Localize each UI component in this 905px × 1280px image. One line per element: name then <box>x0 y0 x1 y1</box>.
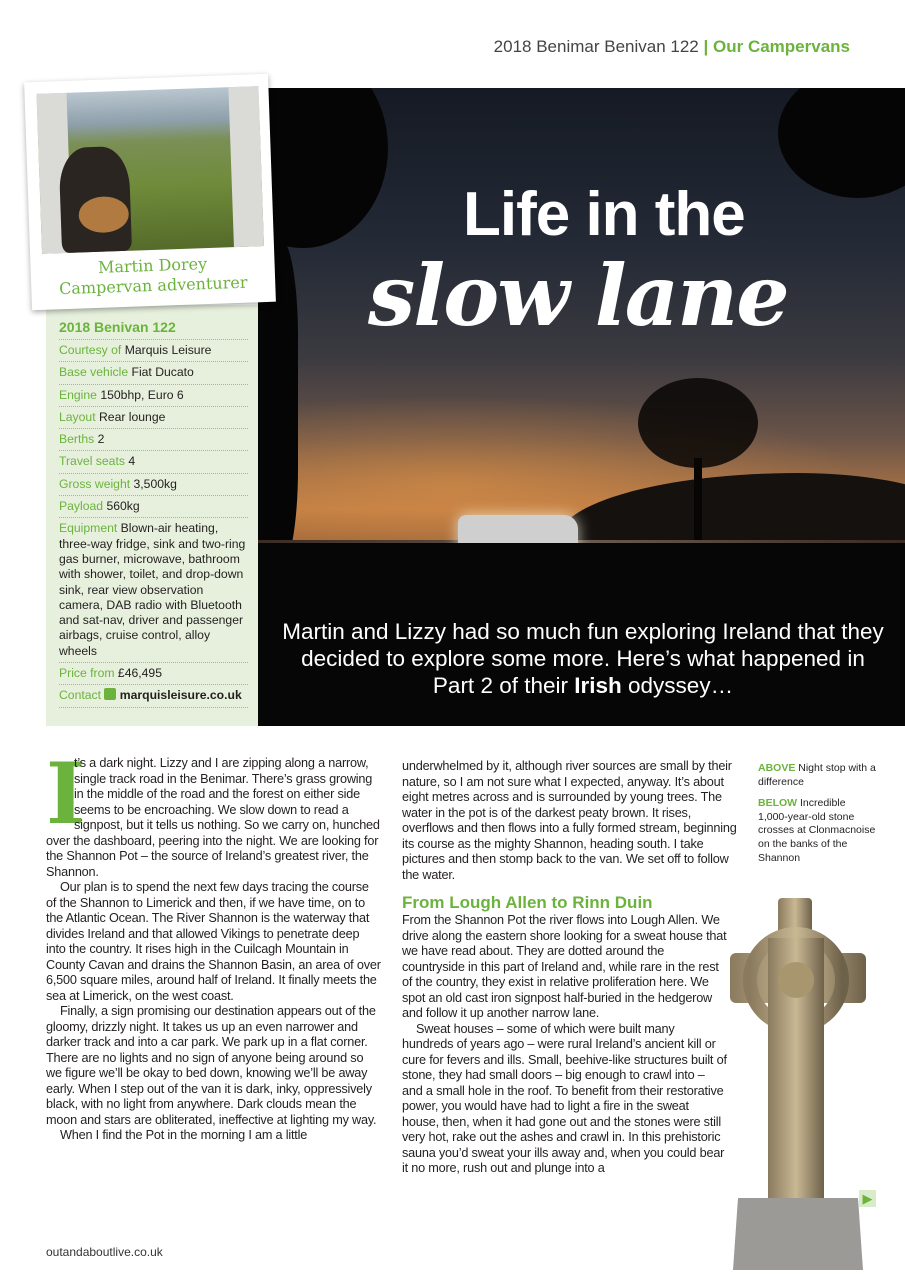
article-column-2 <box>402 759 738 1177</box>
photo-captions <box>758 762 878 873</box>
spec-value: £46,495 <box>117 666 162 681</box>
title-line-2: slow lane <box>368 246 788 345</box>
caption-label: ABOVE <box>758 762 796 774</box>
spec-value: 560kg <box>106 499 140 514</box>
header-title: 2018 Benimar Benivan 122 <box>493 37 699 56</box>
spec-row <box>59 496 248 518</box>
standfirst <box>278 618 888 699</box>
caption-text: Incredible 1,000-year-old stone crosses at Clonmacnoise on the banks of the Shannon <box>758 797 876 864</box>
spec-row <box>59 518 248 663</box>
spec-label: Payload <box>59 499 104 514</box>
drop-cap: I <box>46 744 86 843</box>
running-header <box>494 37 850 57</box>
spec-value: 3,500kg <box>133 476 177 491</box>
paragraph: When I find the Pot in the morning I am a little <box>60 1128 308 1142</box>
spec-row <box>59 429 248 451</box>
continue-arrow-icon: ▶ <box>859 1190 876 1207</box>
lone-tree-icon <box>638 378 758 468</box>
spec-label: Equipment <box>59 521 118 536</box>
spec-row <box>59 340 248 362</box>
spec-label: Layout <box>59 409 96 424</box>
paragraph: t’s a dark night. Lizzy and I are zipping along a narrow, single track road in the Benimar. There’s grass growing in the middle of the road and the forest on either side seems to be encroaching. We slow down to read a signpost, but it tells us nothing. So we carry on, hunched over the dashboard, peering into the night. We are looking for the Shannon Pot – the source of Ireland’s greatest river, the Shannon. <box>46 756 380 879</box>
paragraph: From the Shannon Pot the river flows into Lough Allen. We drive along the eastern shore looking for a sweat house that we have read about. They are dotted around the countryside in this part of Ireland and, while rare in the rest of the country, they exist in relative proliferation here. We spot an old cast iron signpost half-buried in the hedgerow and follow it up another narrow lane. <box>402 913 727 1020</box>
article-column-1 <box>46 744 382 1144</box>
spec-value: Blown-air heating, three-way fridge, sink and two-ring gas burner, microwave, bathroom with shower, toilet, and drop-down sink, rear view observation camera, DAB radio with Bluetooth and sat-nav, driver and passenger airbags, cruise control, alloy wheels <box>59 521 246 658</box>
spec-label: Base vehicle <box>59 365 129 380</box>
author-polaroid <box>24 74 276 310</box>
spec-label: Courtesy of <box>59 343 122 357</box>
spec-row <box>59 474 248 496</box>
web-icon <box>104 688 116 700</box>
header-section: Our Campervans <box>713 37 850 56</box>
specs-title: 2018 Benivan 122 <box>59 319 248 340</box>
footer-url: outandaboutlive.co.uk <box>46 1245 163 1259</box>
author-name: Martin Dorey <box>97 254 208 277</box>
tree-silhouette <box>258 88 388 248</box>
subheading: From Lough Allen to Rinn Duin <box>402 893 653 912</box>
tree-silhouette <box>778 88 905 198</box>
spec-value: Rear lounge <box>98 409 166 424</box>
caption-label: BELOW <box>758 797 798 810</box>
spec-label: Contact <box>59 688 102 703</box>
standfirst-bold: Irish <box>574 673 622 698</box>
standfirst-end: odyssey… <box>621 673 734 698</box>
header-divider: | <box>703 37 709 56</box>
author-photo <box>37 86 264 254</box>
spec-row <box>59 385 248 407</box>
spec-label: Travel seats <box>59 454 125 469</box>
paragraph: Finally, a sign promising our destination appears out of the gloomy, drizzly night. It takes us up an even narrower and darker track and into a car park. We park up in a flat corner. There are no lights and no sign of anyone being around so we figure we’ll be okay to bed down, knowing we’ll be away early. When I step out of the van it is dark, inky, oppressively black, with no light from anywhere. Dark clouds mean the moon and stars are obliterated, ineffective at lighting my way. <box>46 1004 377 1127</box>
spec-label: Berths <box>59 432 95 447</box>
caption-text: Night stop with a difference <box>758 762 876 788</box>
spec-row <box>59 362 248 384</box>
spec-value: Marquis Leisure <box>124 343 212 357</box>
spec-value: 150bhp, Euro 6 <box>100 387 184 402</box>
paragraph: underwhelmed by it, although river sources are small by their nature, so I am not sure what I expected, anyway. It’s about eight metres across and is surrounded by young trees. The water in the pot is of the darkest peaty brown. It rises, overflows and then flows into a fully formed stream, beginning its course as the mighty Shannon, heading south. I take pictures and then stomp back to the van. We set off to follow the water. <box>402 759 737 882</box>
spec-label: Engine <box>59 387 97 402</box>
paragraph: Our plan is to spend the next few days tracing the course of the Shannon to Limerick and then, if we have time, on to the Atlantic Ocean. The River Shannon is the waterway that divides Ireland and that allowed Vikings to penetrate deep into the country. It rises high in the Cuilcagh Mountain in County Cavan and drains the Shannon Basin, an area of over 6,500 square miles, around half of Ireland. It finally meets the sea at Limerick, on the west coast. <box>46 880 381 1003</box>
spec-row <box>59 451 248 473</box>
spec-label: Price from <box>59 666 115 681</box>
spec-value[interactable]: marquisleisure.co.uk <box>119 688 242 703</box>
spec-label: Gross weight <box>59 476 131 491</box>
specs-box <box>46 305 258 726</box>
spec-value: Fiat Ducato <box>131 365 194 380</box>
spec-row <box>59 407 248 429</box>
spec-row <box>59 685 248 707</box>
standfirst-text: Martin and Lizzy had so much fun exploring Ireland that they decided to explore some more. Here’s what happened in Part 2 of their <box>282 619 884 698</box>
author-role: Campervan adventurer <box>58 272 248 299</box>
spec-value: 2 <box>97 432 105 447</box>
spec-value: 4 <box>128 454 136 469</box>
title-line-1: Life in the <box>463 180 745 249</box>
paragraph: Sweat houses – some of which were built many hundreds of years ago – were rural Ireland’s ancient kill or cure for fevers and ills. Small, beehive-like structures built of stone, they had small doors – big enough to crawl into – and a small hole in the roof. To benefit from their restorative power, you would have had to light a fire in the sweat house, then, when it had gone out and the stones were still very hot, rake out the ashes and crawl in. In this prehistoric sauna you’d sweat your ills away and, when you could bear it no more, rush out and plunge into a <box>402 1021 727 1175</box>
celtic-cross-image <box>728 898 868 1270</box>
hero-photo <box>258 88 905 726</box>
spec-row <box>59 663 248 685</box>
